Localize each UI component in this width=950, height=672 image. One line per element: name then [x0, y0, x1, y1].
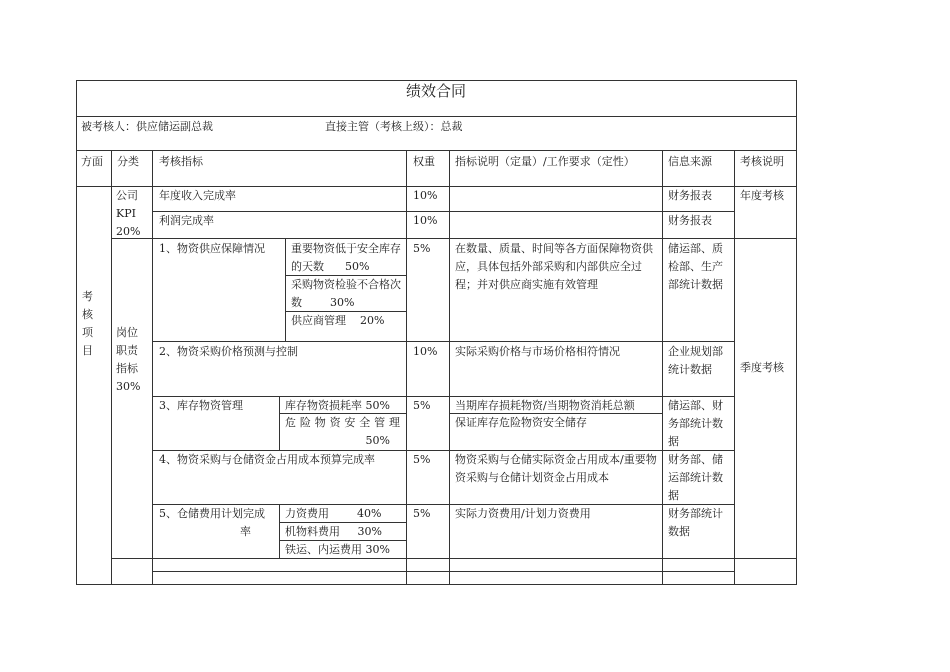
- kpi-source: 财务报表: [668, 189, 712, 202]
- item-indicator: 4、物资采购与仓储资金占用成本预算完成率: [159, 453, 375, 466]
- rule: [279, 396, 280, 451]
- item-sub-indicator: 库存物资损耗率 50%: [285, 399, 390, 412]
- item-indicator: 2、物资采购价格预测与控制: [159, 345, 298, 358]
- item-sub-indicator: 铁运、内运费用 30%: [285, 543, 390, 556]
- header-weight: 权重: [413, 155, 435, 168]
- item-description: 在数量、质量、时间等各方面保障物资供应，具体包括外部采购和内部供应全过程；并对供应商实施有效管理: [455, 242, 653, 291]
- kpi-indicator: 利润完成率: [159, 214, 214, 227]
- category-position: 职责: [116, 344, 138, 357]
- item-indicator: 率: [240, 525, 251, 538]
- rule: [111, 150, 112, 585]
- rule: [279, 504, 280, 559]
- item-source: 企业规划部统计数据: [668, 345, 723, 376]
- item-source: 储运部、质检部、生产部统计数据: [668, 242, 723, 291]
- category-company-kpi: 公司: [116, 189, 138, 202]
- item-weight: 5%: [413, 453, 431, 466]
- rule: [111, 558, 797, 559]
- item-indicator: 1、物资供应保障情况: [159, 242, 265, 255]
- item-sub-indicator: 重要物资低于安全库存的天数 50%: [291, 242, 401, 273]
- item-sub-indicator: 采购物资检验不合格次数 30%: [291, 278, 401, 309]
- aspect-char: 目: [82, 344, 93, 357]
- rule: [662, 150, 663, 585]
- category-position: 30%: [116, 380, 141, 393]
- rule: [152, 150, 153, 585]
- aspect-char: 核: [82, 308, 93, 321]
- item-source: 储运部、财务部统计数据: [668, 399, 723, 448]
- item-description: 实际力资费用/计划力资费用: [455, 507, 591, 520]
- item-weight: 5%: [413, 242, 431, 255]
- item-weight: 5%: [413, 507, 431, 520]
- kpi-weight: 10%: [413, 214, 438, 227]
- rule: [76, 116, 797, 117]
- kpi-weight: 10%: [413, 189, 438, 202]
- aspect-char: 项: [82, 326, 93, 339]
- item-weight: 5%: [413, 399, 431, 412]
- rule: [449, 150, 450, 585]
- rule: [406, 150, 407, 585]
- header-note: 考核说明: [740, 155, 784, 168]
- category-position: 岗位: [116, 326, 138, 339]
- supervisor-label: 直接主管（考核上级）：总裁: [325, 120, 463, 133]
- item-weight: 10%: [413, 345, 438, 358]
- item-indicator: 5、仓储费用计划完成: [159, 507, 265, 520]
- header-indicator: 考核指标: [159, 155, 203, 168]
- table-border-bottom: [76, 584, 797, 585]
- item-sub-indicator: 危险物资安全管理: [285, 416, 400, 429]
- item-sub-indicator: 供应商管理 20%: [291, 314, 385, 327]
- aspect-char: 考: [82, 290, 93, 303]
- item-description: 保证库存危险物资安全储存: [455, 416, 587, 429]
- rule: [76, 150, 797, 151]
- header-description: 指标说明（定量）/工作要求（定性）: [455, 155, 635, 168]
- category-position: 指标: [116, 362, 138, 375]
- kpi-note: 年度考核: [740, 189, 784, 202]
- table-border-left: [76, 80, 77, 585]
- table-border-top: [76, 80, 797, 81]
- document-title: 绩效合同: [405, 82, 466, 100]
- item-sub-indicator: 力资费用 40%: [285, 507, 382, 520]
- table-border-right: [796, 80, 797, 585]
- header-source: 信息来源: [668, 155, 712, 168]
- position-note: 季度考核: [740, 361, 784, 374]
- item-description: 实际采购价格与市场价格相符情况: [455, 345, 620, 358]
- item-sub-indicator: 50%: [365, 434, 390, 447]
- kpi-indicator: 年度收入完成率: [159, 189, 236, 202]
- rule: [111, 238, 797, 239]
- item-description: 当期库存损耗物资/当期物资消耗总额: [455, 399, 635, 412]
- rule: [152, 341, 734, 342]
- rule: [734, 150, 735, 585]
- item-indicator: 3、库存物资管理: [159, 399, 243, 412]
- rule: [285, 238, 286, 342]
- item-description: 物资采购与仓储实际资金占用成本/重要物资采购与仓储计划资金占用成本: [455, 453, 657, 484]
- rule: [152, 571, 734, 572]
- kpi-source: 财务报表: [668, 214, 712, 227]
- category-company-kpi: 20%: [116, 225, 141, 238]
- item-sub-indicator: 机物料费用 30%: [285, 525, 382, 538]
- header-aspect: 方面: [81, 155, 103, 168]
- item-source: 财务部统计数据: [668, 507, 723, 538]
- category-company-kpi: KPI: [116, 207, 136, 220]
- header-category: 分类: [117, 155, 139, 168]
- reviewee-label: 被考核人：供应储运副总裁: [81, 120, 213, 133]
- item-source: 财务部、储运部统计数据: [668, 453, 723, 502]
